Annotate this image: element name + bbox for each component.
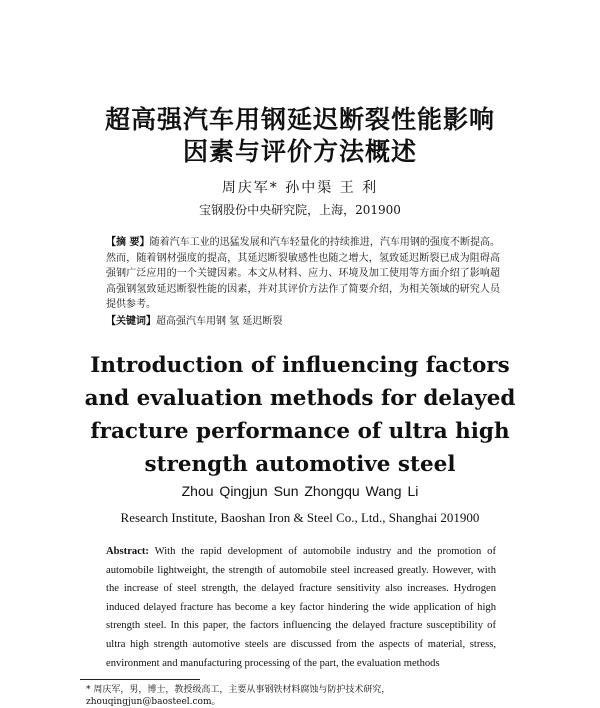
chinese-title-line-2: 因素与评价方法概述 [182, 137, 417, 166]
chinese-abstract [106, 235, 500, 313]
english-abstract [106, 543, 496, 673]
english-authors: Zhou Qingjun Sun Zhongqu Wang Li [181, 483, 419, 499]
chinese-keywords [106, 314, 500, 329]
footnote-divider [80, 679, 200, 680]
english-affiliation: Research Institute, Baoshan Iron & Steel Co., Ltd., Shanghai 201900 [120, 510, 480, 525]
chinese-title-line-1: 超高强汽车用钢延迟断裂性能影响 [104, 105, 495, 134]
author-footnote: * 周庆军，男，博士，教授级高工，主要从事钢铁材料腐蚀与防护技术研究，zhouqingjun@baosteel.com。 [86, 685, 391, 707]
chinese-abstract-text: 随着汽车工业的迅猛发展和汽车轻量化的持续推进，汽车用钢的强度不断提高。然而，随着钢材强度的提高，其延迟断裂敏感性也随之增大，氢致延迟断裂已成为阻碍高强钢广泛应用的一个关键因素。本文从材料、应力、环境及加工使用等方面介绍了影响超高强钢氢致延迟断裂性能的因素，并对其评价方法作了简要介绍，为相关领域的研究人员提供参考。 [106, 237, 501, 310]
chinese-keywords-text: 超高强汽车用钢 氢 延迟断裂 [156, 316, 283, 327]
chinese-abstract-label: 【摘 要】 [106, 237, 150, 248]
english-abstract-label: Abstract: [106, 546, 149, 557]
english-abstract-text: With the rapid development of automobile industry and the promotion of automobile lightweight, the strength of automobile steel increased greatly. However, with the increase of steel strength, the delayed fracture sensitivity also increases. Hydrogen induced delayed fracture has become a key factor hindering the wide application of high strength steel. In this paper, the factors influencing the delayed fracture susceptibility of ultra high strength automotive steels are discussed from the aspects of material, stress, environment and manufacturing processing of the part, the evaluation methods [106, 546, 496, 669]
chinese-keywords-label: 【关键词】 [106, 316, 156, 327]
chinese-authors: 周庆军* 孙中渠 王 利 [221, 180, 379, 196]
english-title: Introduction of influencing factors and evaluation methods for delayed fracture performance of ultra high strength automotive steel [84, 353, 516, 477]
chinese-affiliation: 宝钢股份中央研究院，上海，201900 [199, 203, 401, 217]
